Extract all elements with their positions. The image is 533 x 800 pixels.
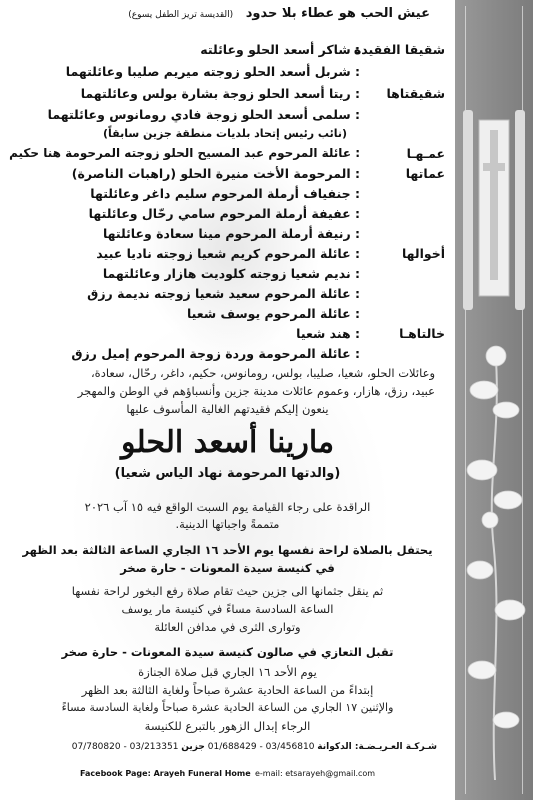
family-line: : رنيفة أرملة المرحوم مينا سعادة وعائلتها: [102, 226, 360, 241]
condolences-line: إبتداءً من الساعة الحادية عشرة صباحاً ولغاية الثالثة بعد الظهر: [81, 683, 374, 697]
family-label: شقيقا الفقيدة: [353, 42, 445, 57]
company-phones-jezzine: 03/213351 - 07/780820: [71, 742, 179, 752]
header-quote: [128, 6, 430, 21]
family-label: خالتاهـا: [399, 326, 445, 341]
family-label: شقيقتاها: [386, 86, 445, 101]
families-line: عبيد، رزق، هازار، وعموم عائلات مدينة جزين وأنسباؤهم في الوطن والمهجر: [77, 384, 435, 398]
family-line: : ريتا أسعد الحلو زوجة بشارة بولس وعائلتهما: [80, 86, 360, 101]
death-notice-line: الراقدة على رجاء القيامة يوم السبت الواقع فيه ١٥ آب ٢٠٢٦: [84, 500, 371, 514]
funeral-line: يحتفل بالصلاة لراحة نفسها يوم الأحد ١٦ الجاري الساعة الثالثة بعد الظهر: [22, 543, 433, 557]
family-line: : عفيفة أرملة المرحوم سامي رحّال وعائلتها: [88, 206, 360, 221]
deceased-name: مارينا أسعد الحلو: [120, 425, 335, 460]
family-line: : نديم شعيا زوجته كلوديت هازار وعائلتهما: [102, 266, 360, 281]
death-notice-line: متممةً واجباتها الدينية.: [175, 517, 280, 531]
company-contact: [72, 742, 437, 752]
family-line: : سلمى أسعد الحلو زوجة فادي رومانوس وعائلتهما: [47, 107, 360, 122]
cross-icon: [475, 118, 513, 298]
family-line: : عائلة المرحوم كريم شعيا زوجته ناديا عبيد: [96, 246, 360, 261]
family-label: عمـهـا: [406, 146, 445, 161]
band-rail-left: [463, 110, 473, 310]
company-jezzine-label: جزين: [181, 742, 205, 752]
condolences-line: الرجاء إبدال الزهور بالتبرع للكنيسة: [144, 719, 311, 733]
decorative-band: [455, 0, 533, 800]
family-line: : عائلة المرحومة وردة زوجة المرحوم إميل رزق: [71, 346, 360, 361]
company-name: شـركـة العـريـضـة: الدكوانة: [317, 742, 437, 752]
company-phones-dekwaneh: 03/456810 - 01/688429: [207, 742, 315, 752]
transfer-line: وتوارى الثرى في مدافن العائلة: [154, 620, 301, 634]
family-line: (نائب رئيس إتحاد بلديات منطقة جزين سابقاً): [103, 127, 347, 140]
family-line: : هند شعيا: [296, 326, 360, 341]
family-line: : عائلة المرحوم عبد المسيح الحلو زوجته المرحومة هنا حكيم: [9, 146, 360, 160]
flower-icon: [460, 320, 530, 780]
family-line: : عائلة المرحوم سعيد شعيا زوجته نديمة رزق: [87, 286, 360, 301]
transfer-line: الساعة السادسة مساءً في كنيسة مار يوسف: [121, 602, 334, 616]
quote-text: عيش الحب هو عطاء بلا حدود: [245, 6, 430, 21]
family-line: : جنفياف أرملة المرحوم سليم داغر وعائلتها: [90, 186, 360, 201]
facebook-link[interactable]: Facebook Page: Arayeh Funeral Home: [80, 769, 251, 778]
transfer-line: ثم ينقل جثمانها الى جزين حيث تقام صلاة رفع البخور لراحة نفسها: [71, 584, 384, 598]
family-label: أخوالها: [401, 246, 445, 261]
family-label: عماتها: [405, 166, 445, 181]
family-line: : شربل أسعد الحلو زوجته ميريم صليبا وعائلتهما: [65, 64, 360, 79]
families-line: وعائلات الحلو، شعيا، صليبا، بولس، رومانوس، حكيم، داغر، رحّال، سعادة،: [90, 366, 435, 380]
family-line: : عائلة المرحوم يوسف شعيا: [186, 306, 360, 321]
condolences-title: تقبل التعازي في صالون كنيسة سيدة المعونات - حارة صخر: [61, 645, 394, 659]
families-line: ينعون إليكم فقيدتهم الغالية المأسوف عليها: [126, 402, 329, 416]
family-line: : المرحومة الأخت منيرة الحلو (راهبات الناصرة): [71, 166, 360, 181]
condolences-line: والإثنين ١٧ الجاري من الساعة الحادية عشرة صباحاً ولغاية السادسة مساءً: [61, 701, 394, 714]
email-link[interactable]: e-mail: etsarayeh@gmail.com: [255, 769, 376, 778]
footer: [0, 769, 455, 787]
family-line: : شاكر أسعد الحلو وعائلته: [200, 42, 360, 57]
funeral-line: في كنيسة سيدة المعونات - حارة صخر: [120, 561, 335, 575]
condolences-line: يوم الأحد ١٦ الجاري قبل صلاة الجنازة: [138, 665, 317, 679]
quote-attribution: (القديسة تريز الطفل يسوع): [128, 10, 234, 20]
band-rail-right: [515, 110, 525, 310]
deceased-mother: (والدتها المرحومة نهاد الياس شعيا): [114, 466, 341, 481]
